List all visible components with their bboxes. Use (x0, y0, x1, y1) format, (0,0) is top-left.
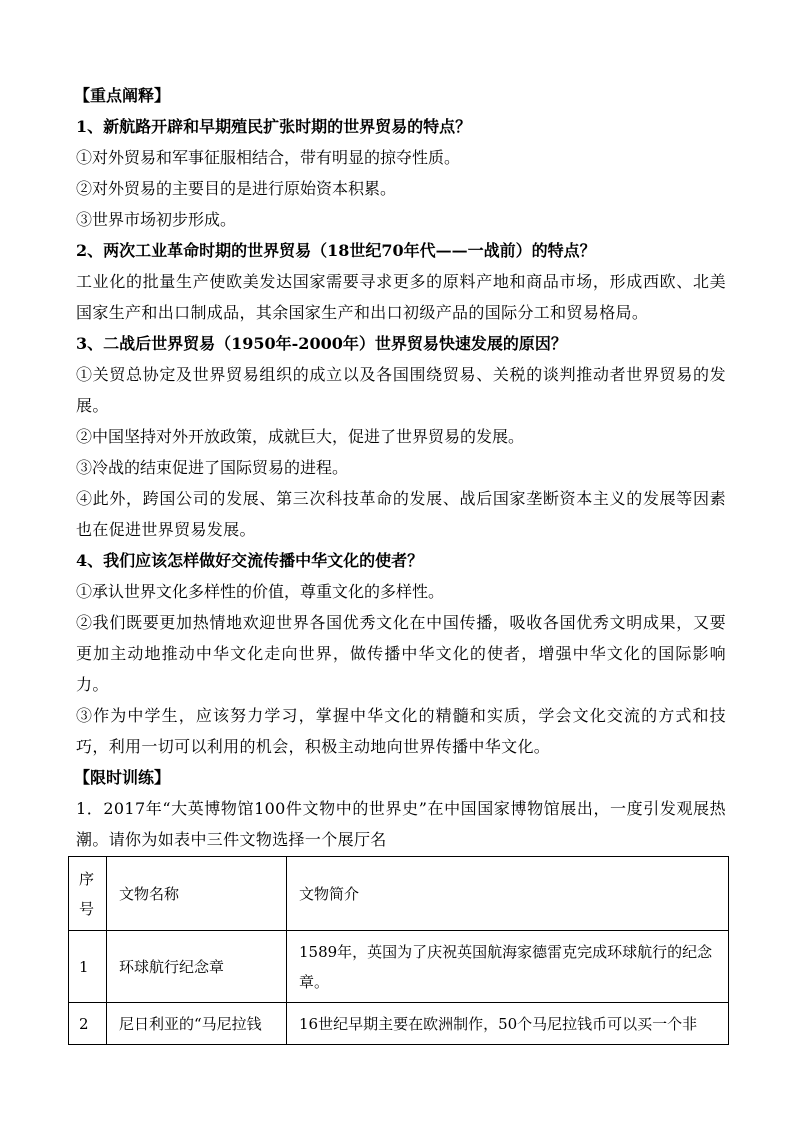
table-row (69, 931, 729, 1003)
question-4-item: ②我们既要更加热情地欢迎世界各国优秀文化在中国传播，吸收各国优秀文明成果，又要更加主动地推动中华文化走向世界，做传播中华文化的使者，增强中华文化的国际影响力。 (76, 613, 726, 694)
header-cell-name (107, 857, 287, 931)
question-3-item: ①关贸总协定及世界贸易组织的成立以及各国围绕贸易、关税的谈判推动者世界贸易的发展。 (76, 365, 726, 415)
header-number-label: 序号 (79, 869, 95, 918)
question-1-item: ①对外贸易和军事征服相结合，带有明显的掠夺性质。 (76, 148, 461, 167)
row-intro-cell (287, 1003, 729, 1045)
row-name-cell (107, 931, 287, 1003)
question-3-item: ④此外，跨国公司的发展、第三次科技革命的发展、战后国家垄断资本主义的发展等因素也在促进世界贸易发展。 (76, 489, 726, 539)
question-4-title: 4、我们应该怎样做好交流传播中华文化的使者？ (76, 551, 424, 570)
question-3-item: ②中国坚持对外开放政策，成就巨大，促进了世界贸易的发展。 (76, 427, 525, 446)
header-cell-number (69, 857, 107, 931)
question-2-title: 2、两次工业革命时期的世界贸易（18世纪70年代——一战前）的特点？ (76, 241, 596, 260)
key-points-heading: 【重点阐释】 (74, 86, 171, 105)
question-4-item: ①承认世界文化多样性的价值，尊重文化的多样性。 (76, 582, 445, 601)
row-number: 2 (79, 1014, 89, 1033)
question-1-title: 1、新航路开辟和早期殖民扩张时期的世界贸易的特点？ (76, 117, 472, 136)
row-number: 1 (79, 957, 89, 976)
header-cell-intro (287, 857, 729, 931)
document-body (76, 80, 726, 855)
table-row (69, 1003, 729, 1045)
row-intro: 16世纪早期主要在欧洲制作，50个马尼拉钱币可以买一个非 (299, 1014, 698, 1033)
question-1-item: ②对外贸易的主要目的是进行原始资本积累。 (76, 179, 397, 198)
practice-heading: 【限时训练】 (74, 768, 171, 787)
row-name-cell (107, 1003, 287, 1045)
row-name: 环球航行纪念章 (119, 957, 225, 976)
question-3-item: ③冷战的结束促进了国际贸易的进程。 (76, 458, 349, 477)
header-name-label: 文物名称 (119, 884, 180, 903)
row-intro: 1589年，英国为了庆祝英国航海家德雷克完成环球航行的纪念章。 (299, 942, 713, 991)
question-3-title: 3、二战后世界贸易（1950年-2000年）世界贸易快速发展的原因？ (76, 334, 567, 353)
header-intro-label: 文物简介 (299, 884, 360, 903)
row-number-cell (69, 931, 107, 1003)
table-header-row (69, 857, 729, 931)
row-intro-cell (287, 931, 729, 1003)
exhibit-table (68, 856, 729, 1045)
question-4-item: ③作为中学生，应该努力学习，掌握中华文化的精髓和实质，学会文化交流的方式和技巧，利用一切可以利用的机会，积极主动地向世界传播中华文化。 (76, 706, 726, 756)
question-1-item: ③世界市场初步形成。 (76, 210, 237, 229)
practice-question-1: 1．2017年“大英博物馆100件文物中的世界史”在中国国家博物馆展出，一度引发观展热潮。请你为如表中三件文物选择一个展厅名 (76, 799, 726, 849)
row-name: 尼日利亚的“马尼拉钱 (119, 1014, 262, 1033)
question-2-text: 工业化的批量生产使欧美发达国家需要寻求更多的原料产地和商品市场，形成西欧、北美国家生产和出口制成品，其余国家生产和出口初级产品的国际分工和贸易格局。 (76, 272, 726, 322)
row-number-cell (69, 1003, 107, 1045)
